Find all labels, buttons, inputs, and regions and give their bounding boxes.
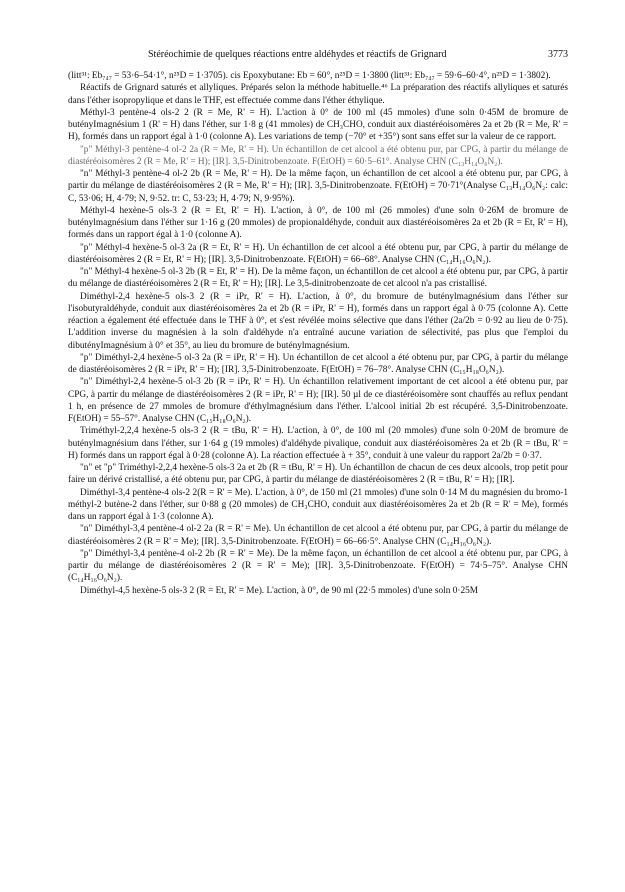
page-number: 3773 (548, 49, 568, 60)
paragraph-7: "p" Méthyl-4 hexène-5 ol-3 2a (R = Et, R' = H). Un échantillon de cet alcool a été obtenu pur, par CPG, à partir du mélange de diastéréoisomères 2 (R = Et, R' = H); [IR]. 3,5-Dinitrobenzoate. F(EtOH) = 66–68°. Analyse CHN (C₁₄H₁₆O₆N₂). (68, 242, 568, 265)
paragraph-1: (litt³¹: Eb₇₄₇ = 53·6–54·1°, n²⁵D = 1·3705). cis Epoxybutane: Eb = 60°, n²⁵D = 1·3800 (litt³¹: Eb₇₄₇ = 59·6–60·4°, n²⁵D = 1·3802). (68, 71, 551, 81)
paragraph-13: "n" et "p" Triméthyl-2,2,4 hexène-5 ols-3 2a et 2b (R = tBu, R' = H). Un échantillon de chacun de ces deux alcools, trop petit pour faire un dérivé cristallisé, a été obtenu pur, par CPG, à partir du mélange de diastéréoisomères 2 (R = tBu, R' = H); [IR]. (68, 463, 568, 486)
paragraph-12: Triméthyl-2,2,4 hexène-5 ols-3 2 (R = tBu, R' = H). L'action, à 0°, de 100 ml (20 mmoles) d'une soln 0·20M de bromure de buténylmagnésium dans l'éther, sur 1·64 g (19 mmoles) d'aldéhyde pivalique, conduit aux diastéréoisomères 2a et 2b (R = tBu, R' = H) formés dans un rapport égal à 0·28 (colonne A). La réaction effectuée à + 35°, conduit à une valeur du rapport 2a/2b = 0·37. (68, 426, 568, 461)
paragraph-17: Diméthyl-4,5 hexène-5 ols-3 2 (R = Et, R' = Me). L'action, à 0°, de 90 ml (22·5 mmoles) d'une soln 0·25M (80, 585, 479, 596)
body-text (68, 70, 568, 597)
paragraph-10: "p" Diméthyl-2,4 hexène-5 ol-3 2a (R = iPr, R' = H). Un échantillon de cet alcool a été obtenu pur, par CPG, à partir du mélange de diastéréoisomères 2 (R = iPr, R' = H); [IR]. 3,5-Dinitrobenzoate. F(EtOH) = 76–78°. Analyse CHN (C₁₅H₁₈O₆N₂). (68, 352, 568, 375)
paragraph-4: "p" Méthyl-3 pentène-4 ol-2 2a (R = Me, R' = H). Un échantillon de cet alcool a été obtenu pur, par CPG, à partir du mélange de diastéréoisomères 2 (R = Me, R' = H); [IR]. 3,5-Dinitrobenzoate. F(EtOH) = 60·5–61°. Analyse CHN (C₁₃H₁₄O₆N₂). (68, 144, 568, 167)
paragraph-5: "n" Méthyl-3 pentène-4 ol-2 2b (R = Me, R' = H). De la même façon, un échantillon de cet alcool a été obtenu pur, par CPG, à partir du mélange de diastéréoisomères 2 (R = Me, R' = H); [IR]. 3,5-Dinitrobenzoate. F(EtOH) = 70·71°(Analyse C₁₃H₁₄O₆N₂: calc: C, 53·06; H, 4·79; N, 9·52. tr: C, 53·23; H, 4·79; N, 9·95%). (68, 169, 568, 204)
paragraph-3: Méthyl-3 pentène-4 ols-2 2 (R = Me, R' = H). L'action à 0° de 100 ml (45 mmoles) d'une soln 0·45M de bromure de butényImagnésium 1 (R' = H) dans l'éther, sur 1·8 g (41 mmoles) de CH₃CHO, conduit aux diastéréoisomères 2a et 2b (R = Me, R' = H), formés dans un rapport égal à 1·0 (colonne A). Les variations de temp (−70° et +35°) sont sans effet sur la valeur de ce rapport. (68, 107, 568, 143)
running-header (148, 49, 568, 63)
paragraph-9: Diméthyl-2,4 hexène-5 ols-3 2 (R = iPr, R' = H). L'action, à 0°, du bromure de buténylmagnésium dans l'éther sur l'isobutyraldéhyde, conduit aux diastéréoisomères 2a et 2b (R = iPr, R' = H), formés dans un rapport égal à 0·75 (colonne A). Cette réaction a également été effectuée dans le THF à 0°, et s'est révélée moins sélective que dans l'éther (2a/2b = 0·92 au lieu de 0·75). L'addition inverse du magnésien à la soln d'aldéhyde n'a entraîné aucune variation de sélectivité, pas plus que l'emploi du dibutényImagnésium à 0° et 35°, au lieu du bromure de buténylmagnésium. (68, 291, 568, 351)
paragraph-2: Réactifs de Grignard saturés et allyliques. Préparés selon la méthode habituelle.⁴⁶ La préparation des réactifs allyliques et saturés dans l'éther isopropylique et dans le THF, est effectuée comme dans l'éther éthylique. (68, 83, 568, 106)
paragraph-15: "n" Diméthyl-3,4 pentène-4 ol-2 2a (R = R' = Me). Un échantillon de cet alcool a été obtenu pur, par CPG, à partir du mélange de diastéréoisomères 2 (R = R' = Me); [IR]. 3,5-Dinitrobenzoate. F(EtOH) = 66–66·5°. Analyse CHN (C₁₄H₁₆O₆N₂). (68, 524, 568, 547)
paragraph-8: "n" Méthyl-4 hexène-5 ol-3 2b (R = Et, R' = H). De la même façon, un échantillon de cet alcool a été obtenu pur, par CPG, à partir du mélange de diastéréoisomères 2 (R = Et, R' = H); [IR]. Le 3,5-dinitrobenzoate de cet alcool n'a pas cristallisé. (68, 267, 568, 290)
running-title: Stéréochimie de quelques réactions entre aldéhydes et réactifs de Grignard (148, 49, 447, 60)
paragraph-14: Diméthyl-3,4 pentène-4 ols-2 2(R = R' = Me). L'action, à 0°, de 150 ml (21 mmoles) d'une soln 0·14 M du magnésien du bromo-1 méthyl-2 butène-2 dans l'éther, sur 0·88 g (20 mmoles) de CH₃CHO, conduit aux diastéréoisomères 2a et 2b (R = R' = Me), formés dans un rapport égal à 1·3 (colonne A). (68, 487, 568, 522)
paragraph-16: "p" Diméthyl-3,4 pentène-4 ol-2 2b (R = R' = Me). De la même façon, un échantillon de cet alcool a été obtenu pur, par CPG, à partir du mélange de diastéréoisomères 2 (R = R' = Me); [IR]. 3,5-Dinitrobenzoate. F(EtOH) = 74·5–75°. Analyse CHN (C₁₄H₁₆O₆N₂). (68, 548, 568, 584)
paragraph-6: Méthyl-4 hexène-5 ols-3 2 (R = Et, R' = H). L'action, à 0°, de 100 ml (26 mmoles) d'une soln 0·26M de bromure de buténylmagnésium dans l'éther sur 1·16 g (20 mmoles) de propionaldéhyde, conduit aux diastéréoisomères 2a et 2b (R = Et, R' = H), formés dans un rapport égal à 1·0 (colonne A). (68, 205, 568, 241)
paragraph-11: "n" Diméthyl-2,4 hexène-5 ol-3 2b (R = iPr, R' = H). Un échantillon relativement important de cet alcool a été obtenu pur, par CPG, à partir du mélange de diastéréoisomères 2 (R = iPr, R' = H); [IR]. 50 µl de ce diastéréoisomère sont chauffés au reflux pendant 1 h, en présence de 27 mmoles de bromure d'éthylmagnésium dans l'éther. L'alcool initial 2b est récupéré. 3,5-Dinitrobenzoate. F(EtOH) = 55–57°. Analyse CHN (C₁₅H₁₈O₆N₂). (68, 377, 568, 424)
